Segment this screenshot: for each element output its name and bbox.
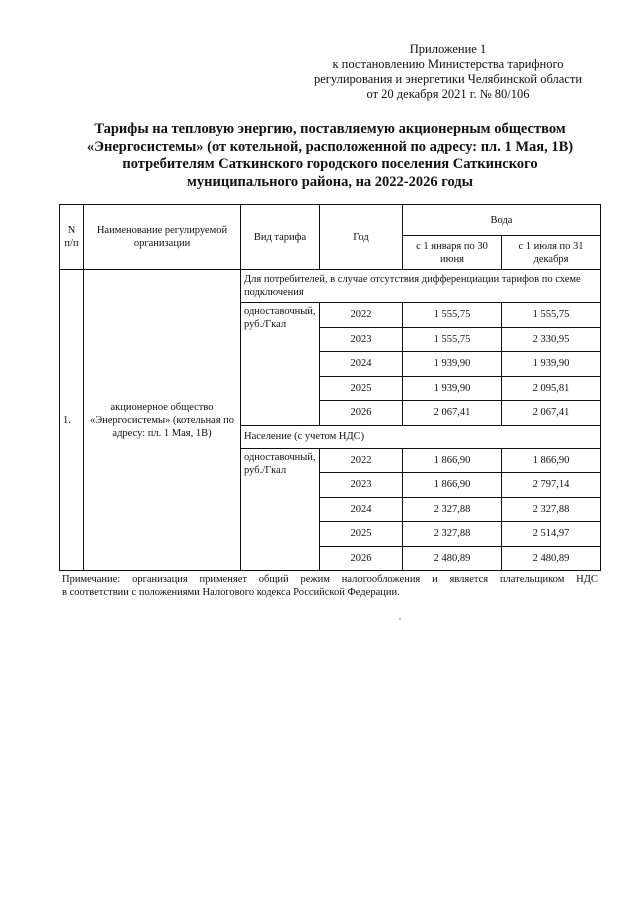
title-line: потребителям Саткинского городского поселения Саткинского	[122, 156, 538, 172]
footnote	[62, 573, 598, 599]
value-cell: 1 555,75	[403, 303, 502, 328]
title-line: муниципального района, на 2022-2026 годы	[187, 173, 473, 190]
year-cell: 2022	[320, 448, 403, 473]
header-num: N п/п	[60, 205, 84, 270]
year-cell: 2026	[320, 401, 403, 426]
tariff-table	[59, 204, 601, 571]
footnote-word: общий	[258, 574, 289, 585]
value-cell: 1 939,90	[403, 352, 502, 377]
scan-speck: ,	[399, 612, 401, 621]
value-cell: 2 514,97	[502, 522, 601, 547]
title-line: Тарифы на тепловую энергию, поставляемую акционерным обществом	[94, 121, 566, 137]
value-cell: 2 067,41	[403, 401, 502, 426]
year-cell: 2025	[320, 522, 403, 547]
appendix-line: от 20 декабря 2021 г. № 80/106	[366, 87, 530, 101]
value-cell: 1 939,90	[403, 376, 502, 401]
title-line: «Энергосистемы» (от котельной, расположенной по адресу: пл. 1 Мая, 1В)	[86, 138, 574, 155]
value-cell: 1 555,75	[403, 327, 502, 352]
footnote-word: НДС	[576, 574, 598, 585]
value-cell: 1 939,90	[502, 352, 601, 377]
footnote-word: Примечание:	[62, 574, 121, 585]
year-cell: 2024	[320, 497, 403, 522]
value-cell: 1 555,75	[502, 303, 601, 328]
footnote-word: является	[449, 574, 489, 585]
header-period-2: с 1 июля по 31 декабря	[502, 236, 601, 270]
year-cell: 2023	[320, 327, 403, 352]
value-cell: 1 866,90	[403, 448, 502, 473]
header-water: Вода	[403, 205, 601, 236]
value-cell: 2 327,88	[502, 497, 601, 522]
organization-name: акционерное общество «Энергосистемы» (котельная по адресу: пл. 1 Мая, 1В)	[84, 270, 241, 571]
year-cell: 2022	[320, 303, 403, 328]
appendix-line: к постановлению Министерства тарифного	[332, 57, 564, 71]
group-row	[60, 270, 601, 303]
value-cell: 1 866,90	[403, 473, 502, 498]
footnote-word: плательщиком	[499, 574, 565, 585]
group-label: Для потребителей, в случае отсутствия дифференциации тарифов по схеме подключения	[241, 270, 601, 303]
year-cell: 2024	[320, 352, 403, 377]
value-cell: 2 330,95	[502, 327, 601, 352]
value-cell: 2 797,14	[502, 473, 601, 498]
footnote-line	[62, 573, 598, 586]
value-cell: 2 095,81	[502, 376, 601, 401]
appendix-line: Приложение 1	[409, 42, 487, 56]
footnote-word: режим	[300, 574, 330, 585]
group-label: Население (с учетом НДС)	[241, 425, 601, 448]
header-year: Год	[320, 205, 403, 270]
tariff-type: одноставочный, руб./Гкал	[241, 448, 320, 571]
year-cell: 2025	[320, 376, 403, 401]
header-period-1: с 1 января по 30 июня	[403, 236, 502, 270]
row-number: 1.	[60, 270, 84, 571]
footnote-word: налогообложения	[341, 574, 421, 585]
value-cell: 2 067,41	[502, 401, 601, 426]
value-cell: 1 866,90	[502, 448, 601, 473]
footnote-word: и	[432, 574, 438, 585]
header-organization: Наименование регулируемой организации	[84, 205, 241, 270]
tariff-type: одноставочный, руб./Гкал	[241, 303, 320, 426]
header-tariff-type: Вид тарифа	[241, 205, 320, 270]
year-cell: 2023	[320, 473, 403, 498]
appendix-line: регулирования и энергетики Челябинской области	[313, 72, 583, 86]
appendix-header	[300, 42, 596, 102]
value-cell: 2 480,89	[502, 546, 601, 571]
footnote-line: в соответствии с положениями Налогового кодекса Российской Федерации.	[62, 587, 400, 598]
year-cell: 2026	[320, 546, 403, 571]
footnote-word: применяет	[199, 574, 247, 585]
footnote-word: организация	[132, 574, 188, 585]
table-header-row	[60, 205, 601, 236]
value-cell: 2 327,88	[403, 497, 502, 522]
value-cell: 2 480,89	[403, 546, 502, 571]
document-title	[60, 121, 600, 191]
value-cell: 2 327,88	[403, 522, 502, 547]
